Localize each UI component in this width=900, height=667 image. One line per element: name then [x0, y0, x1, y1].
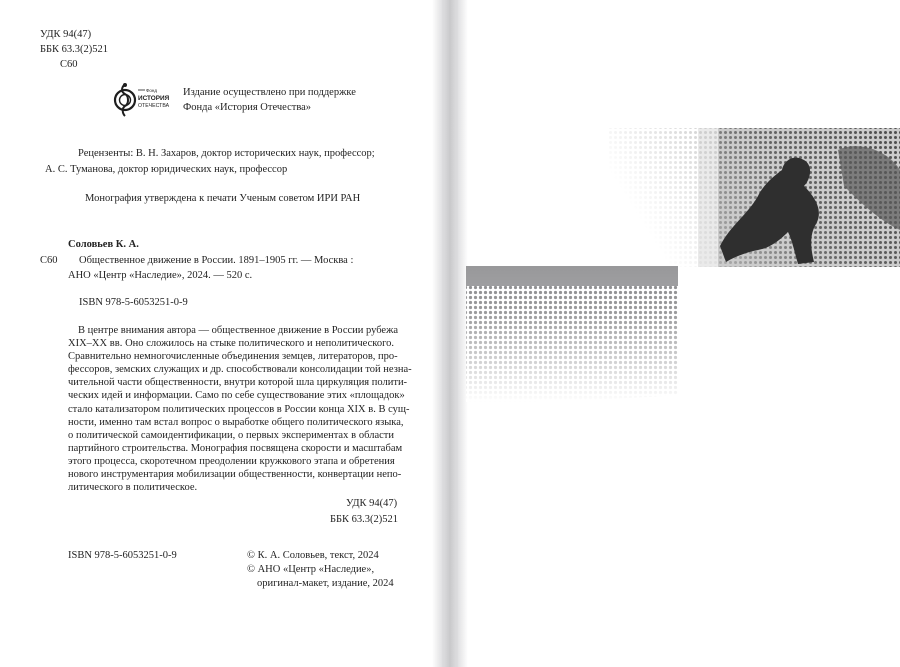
- history-fund-logo-icon: [112, 80, 170, 118]
- abstract-line: XIX–XX вв. Оно сложилось на стыке политического и неполитического.: [68, 338, 394, 350]
- reviewers-line-1: Рецензенты: В. Н. Захаров, доктор исторических наук, профессор;: [78, 148, 375, 159]
- abstract: [68, 324, 412, 494]
- footer-isbn: ISBN 978-5-6053251-0-9: [68, 550, 177, 561]
- logo-text-fund: Фонд: [146, 88, 158, 93]
- bib-isbn: ISBN 978-5-6053251-0-9: [79, 297, 188, 308]
- abstract-line: о политической самоидентификации, о первых экспериментах в области: [68, 429, 394, 441]
- abstract-line: Сравнительно немногочисленные объединения земцев, литераторов, про-: [68, 351, 398, 363]
- abstract-line: нового инструментария мобилизации общественности, конвертации непо-: [68, 469, 402, 481]
- bib-title: Общественное движение в России. 1891–1905 гг. — Москва :: [79, 255, 354, 266]
- approval-note: Монография утверждена к печати Ученым советом ИРИ РАН: [85, 193, 361, 204]
- udk-code: УДК 94(47): [40, 29, 92, 40]
- abstract-line: ности, именно там встал вопрос о выработке общего политического языка,: [68, 416, 404, 428]
- halftone-illustration: [458, 0, 900, 667]
- copyright-author: © К. А. Соловьев, текст, 2024: [247, 550, 379, 561]
- footer-bbk-code: ББК 63.3(2)521: [330, 514, 399, 525]
- footer-udk-code: УДК 94(47): [346, 498, 398, 509]
- bib-author: Соловьев К. А.: [68, 239, 139, 250]
- logo-text-history: ИСТОРИЯ: [138, 95, 170, 102]
- reviewers-line-2: А. С. Туманова, доктор юридических наук, профессор: [45, 164, 288, 175]
- abstract-line: фессоров, земских служащих и др. способствовали консолидации той незна-: [68, 364, 412, 376]
- abstract-line: ческих идей и информации. Само по себе существование этих «площадок»: [68, 390, 405, 402]
- logo-text-fatherland: ОТЕЧЕСТВА: [138, 103, 170, 109]
- abstract-line: В центре внимания автора — общественное движение в России рубежа: [78, 325, 399, 336]
- abstract-line: партийного строительства. Монография посвящена скорости и масштабам: [68, 442, 403, 454]
- abstract-line: этого процесса, скоротечном преодолении кружкового этапа и обретения: [68, 455, 395, 467]
- abstract-line: стало катализатором политических процессов в России конца XIX в. В сущ-: [68, 403, 410, 415]
- support-line-1: Издание осуществлено при поддержке: [183, 87, 356, 98]
- abstract-line: литического в политическое.: [68, 482, 198, 494]
- support-line-2: Фонда «История Отечества»: [183, 102, 312, 113]
- gray-halftone-band: [466, 266, 678, 402]
- author-mark: С60: [60, 59, 78, 70]
- bib-publisher: АНО «Центр «Наследие», 2024. — 520 с.: [68, 270, 253, 281]
- bib-mark: С60: [40, 255, 58, 266]
- abstract-line: чительной части общественности, внутри которой шла циркуляция полити-: [68, 377, 408, 389]
- copyright-publisher: © АНО «Центр «Наследие»,: [247, 564, 375, 575]
- copyright-edition: оригинал-макет, издание, 2024: [257, 578, 394, 589]
- bbk-code: ББК 63.3(2)521: [40, 44, 109, 55]
- sculpture-halftone-image: [608, 128, 900, 267]
